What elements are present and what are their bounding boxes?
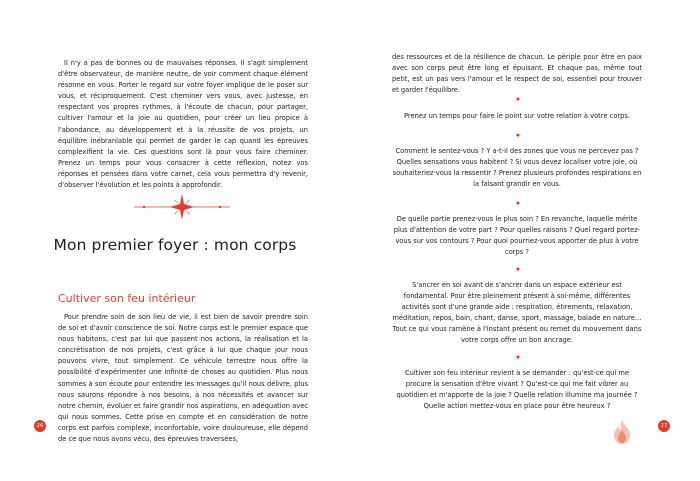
continuation-paragraph: des ressources et de la résilience de chacun. Le périple pour être en paix avec son corps peut être long et épuisant. Et chaque pas, même tout petit, est un pas vers l'amour et le respect de soi, essentiel pour trouver et garder l'équilibre.	[392, 53, 642, 95]
flame-icon	[608, 418, 636, 446]
intro-text-block	[58, 58, 308, 191]
spark-separator-icon: ✦	[514, 353, 522, 362]
question-4: S'ancrer en soi avant de s'ancrer dans un espace extérieur est fondamental. Pour être pleinement présent à soi-même, différentes activités sont d'une grande aide : respiration, étirements, relaxation, méditation, repos, bain, chant, danse, sport, massage, balade en nature… Tout ce qui vous ramène à l'instant présent ou remet du mouvement dans votre corps offre un bon ancrage.	[392, 281, 642, 345]
section-title: Cultiver son feu intérieur	[58, 292, 196, 305]
spark-separator-icon: ✦	[514, 265, 522, 274]
question-2: Comment le sentez-vous ? Y a-t-il des zones que vous ne percevez pas ? Quelles sensations vous habitent ? Si vous devez localiser votre joie, où souhaiteriez-vous la ressentir ? Prenez plusieurs profondes respirations en la faisant grandir en vous.	[392, 147, 642, 189]
spark-separator-icon: ✦	[514, 199, 522, 208]
question-2-block	[392, 146, 642, 190]
question-5-block	[392, 368, 642, 412]
section-text-block	[58, 312, 308, 445]
compass-star-ornament-icon	[132, 192, 232, 222]
question-3-block	[392, 214, 642, 258]
page-number-left: 26	[34, 420, 46, 432]
question-5: Cultiver son feu intérieur revient à se demander : qu'est-ce qui me procure la sensation d'être vivant ? Qu'est-ce qui me fait vibrer au quotidien et m'apporte de la joie ? Quelle relation illumine ma journée ? Quelle action mettez-vous en place pour être heureux ?	[396, 369, 638, 411]
page-number-right: 27	[658, 420, 670, 432]
section-paragraph: Pour prendre soin de son lieu de vie, il est bien de savoir prendre soin de soi et d'avoir conscience de soi. Notre corps est le premier espace que nous habitons, c'est par lui que passent nos actions, la réalisation et la concrétisation de nos projets, c'est grâce à lui que chaque jour nous pouvons vivre, tout simplement. Ce véhicule terrestre nous offre la possibilité d'expérimenter une infinité de choses au quotidien. Plus nous sommes à son écoute pour entendre les messages qu'il nous délivre, plus nous saurons répondre à nos besoins, à nos nécessités et avancer sur notre chemin, évoluer et faire grandir nos aspirations, en adéquation avec qui nous sommes. Cette prise en compte et en considération de notre corps est parfois complexe, inconfortable, voire douloureuse, elle dépend de ce que nous avons vécu, des épreuves traversées,	[58, 313, 308, 444]
question-3: De quelle partie prenez-vous le plus soin ? En revanche, laquelle mérite plus d'attention de votre part ? Pour quelles raisons ? Quel regard portez-vous sur vos contours ? Pour quoi pourriez-vous apporter de plus à votre corps ?	[393, 215, 641, 257]
right-page	[350, 0, 700, 481]
question-1: Prenez un temps pour faire le point sur votre relation à votre corps.	[403, 112, 631, 120]
question-4-block	[392, 280, 642, 347]
spark-separator-icon: ✦	[514, 95, 522, 104]
chapter-title: Mon premier foyer : mon corps	[53, 236, 297, 254]
question-1-block	[392, 111, 642, 122]
spark-separator-icon: ✦	[514, 131, 522, 140]
continuation-block	[392, 52, 642, 96]
intro-paragraph: Il n'y a pas de bonnes ou de mauvaises réponses. Il s'agit simplement d'être observateur, de manière neutre, de voir comment chaque élément résonne en vous. Porter le regard sur votre foyer implique de le poser sur vous, et réciproquement. C'est cheminer vers vous, avec justesse, en respectant vos propres rythmes, à l'écoute de chacun, pour partager, cultiver l'amour et la joie au quotidien, pour créer un lieu propice à l'abondance, au développement et à la réussite de vos projets, un équilibre inébranlable qui permet de garder le cap quand les épreuves complexifient la vie. Ces questions sont là pour vous faire cheminer. Prenez un temps pour vous consacrer à cette réflexion, notez vos réponses et pensées dans votre carnet, cela vous permettra d'y revenir, d'observer l'évolution et les points à approfondir.	[58, 59, 308, 190]
